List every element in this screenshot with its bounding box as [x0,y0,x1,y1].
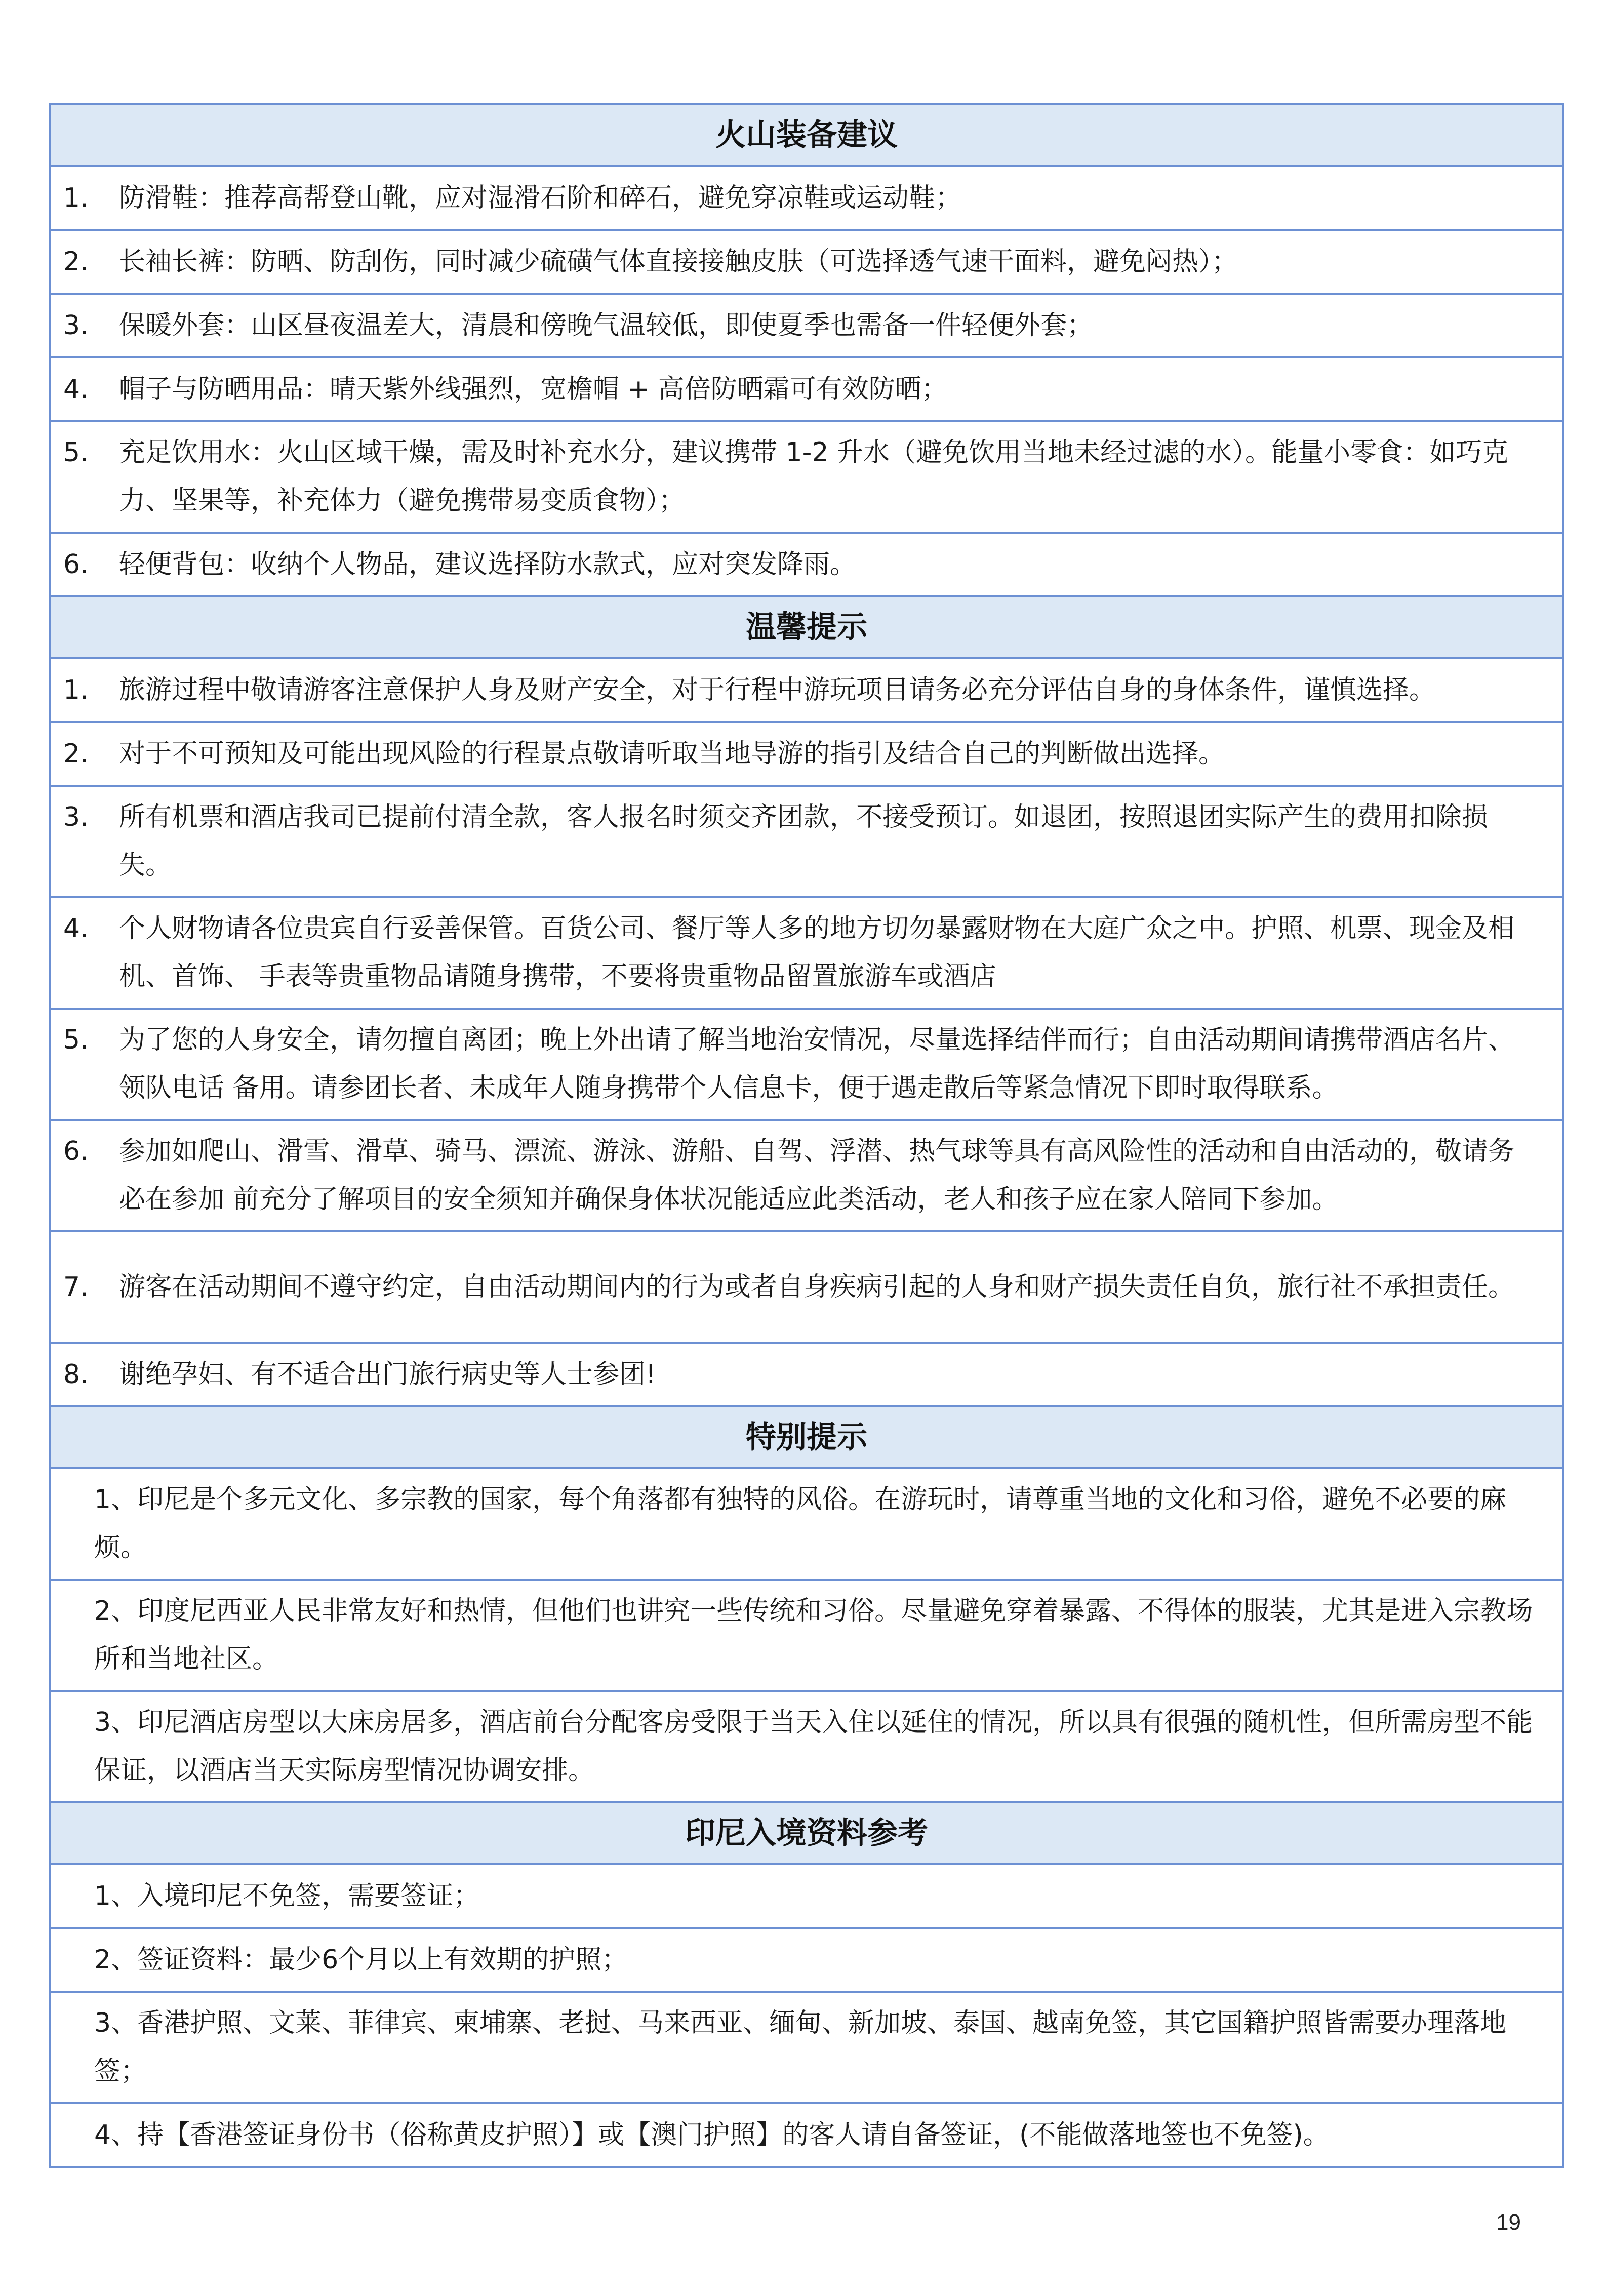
list-item [50,1580,1563,1691]
item-text: 2、签证资料：最少6个月以上有效期的护照； [50,1928,1563,1992]
list-item [50,658,1563,722]
item-text: 3、香港护照、文莱、菲律宾、柬埔寨、老挝、马来西亚、缅甸、新加坡、泰国、越南免签，其它国籍护照皆需要办理落地签； [50,1992,1563,2103]
item-text: 对于不可预知及可能出现风险的行程景点敬请听取当地导游的指引及结合自己的判断做出选择。 [119,738,1225,769]
list-item [50,722,1563,786]
section-header-special [50,1406,1563,1468]
item-number: 3. [63,310,89,341]
section-title-volcano: 火山装备建议 [50,104,1563,166]
list-item [50,166,1563,230]
item-text: 3、印尼酒店房型以大床房居多，酒店前台分配客房受限于当天入住以延住的情况，所以具有很强的随机性，但所需房型不能保证，以酒店当天实际房型情况协调安排。 [50,1691,1563,1802]
item-number: 2. [63,738,89,769]
item-text: 1、印尼是个多元文化、多宗教的国家，每个角落都有独特的风俗。在游玩时，请尊重当地的文化和习俗，避免不必要的麻烦。 [50,1468,1563,1580]
item-text: 1、入境印尼不免签，需要签证； [50,1864,1563,1928]
item-text: 谢绝孕妇、有不适合出门旅行病史等人士参团! [119,1359,656,1390]
list-item [50,1928,1563,1992]
section-title-special: 特别提示 [50,1406,1563,1468]
section-header-tips [50,596,1563,658]
item-text: 帽子与防晒用品：晴天紫外线强烈，宽檐帽 + 高倍防晒霜可有效防晒； [119,374,948,405]
item-text: 4、持【香港签证身份书（俗称黄皮护照）】或【澳门护照】的客人请自备签证，(不能做落地签也不免签)。 [50,2103,1563,2167]
list-item [50,533,1563,596]
item-text: 旅游过程中敬请游客注意保护人身及财产安全，对于行程中游玩项目请务必充分评估自身的身体条件，谨慎选择。 [119,674,1436,705]
list-item [50,1691,1563,1802]
list-item [50,1864,1563,1928]
item-number: 8. [63,1359,89,1390]
item-text: 充足饮用水：火山区域干燥，需及时补充水分，建议携带 1-2 升水（避免饮用当地未经过滤的水）。能量小零食：如巧克力、坚果等，补充体力（避免携带易变质食物）； [119,437,1508,516]
item-text: 2、印度尼西亚人民非常友好和热情，但他们也讲究一些传统和习俗。尽量避免穿着暴露、不得体的服装，尤其是进入宗教场所和当地社区。 [50,1580,1563,1691]
item-text: 游客在活动期间不遵守约定，自由活动期间内的行为或者自身疾病引起的人身和财产损失责任自负，旅行社不承担责任。 [119,1271,1515,1302]
list-item [50,421,1563,533]
item-text: 为了您的人身安全，请勿擅自离团；晚上外出请了解当地治安情况，尽量选择结伴而行；自由活动期间请携带酒店名片、领队电话 备用。请参团长者、未成年人随身携带个人信息卡，便于遇走散后等紧急情况下即时取得联系。 [119,1025,1515,1103]
list-item [50,1343,1563,1406]
item-number: 1. [63,182,89,213]
item-text: 轻便背包：收纳个人物品，建议选择防水款式，应对突发降雨。 [119,549,857,580]
item-number: 7. [63,1271,89,1302]
item-text: 保暖外套：山区昼夜温差大，清晨和傍晚气温较低，即使夏季也需备一件轻便外套； [119,310,1094,341]
item-number: 6. [63,1136,89,1166]
list-item [50,786,1563,897]
item-number: 1. [63,674,89,705]
list-item [50,230,1563,294]
section-header-entry [50,1802,1563,1864]
list-item [50,1468,1563,1580]
section-header-volcano [50,104,1563,166]
item-text: 防滑鞋：推荐高帮登山靴，应对湿滑石阶和碎石，避免穿凉鞋或运动鞋； [119,182,962,213]
item-number: 2. [63,246,89,277]
page-number: 19 [1496,2210,1521,2235]
travel-info-table [49,103,1564,2168]
item-number: 4. [63,374,89,405]
item-number: 6. [63,549,89,580]
section-title-tips: 温馨提示 [50,596,1563,658]
list-item [50,1992,1563,2103]
item-text: 个人财物请各位贵宾自行妥善保管。百货公司、餐厅等人多的地方切勿暴露财物在大庭广众之中。护照、机票、现金及相机、首饰、 手表等贵重物品请随身携带，不要将贵重物品留置旅游车或酒店 [119,913,1515,992]
list-item [50,2103,1563,2167]
item-number: 3. [63,802,89,832]
item-number: 4. [63,913,89,944]
list-item [50,294,1563,357]
list-item [50,1120,1563,1231]
item-text: 所有机票和酒店我司已提前付清全款，客人报名时须交齐团款，不接受预订。如退团，按照退团实际产生的费用扣除损失。 [119,802,1489,880]
item-number: 5. [63,437,89,468]
item-text: 参加如爬山、滑雪、滑草、骑马、漂流、游泳、游船、自驾、浮潜、热气球等具有高风险性的活动和自由活动的，敬请务必在参加 前充分了解项目的安全须知并确保身体状况能适应此类活动，老人和孩子应在家人陪同下参加。 [119,1136,1515,1215]
item-number: 5. [63,1025,89,1055]
list-item [50,1009,1563,1120]
list-item [50,357,1563,421]
list-item [50,1231,1563,1343]
section-title-entry: 印尼入境资料参考 [50,1802,1563,1864]
item-text: 长袖长裤：防晒、防刮伤，同时减少硫磺气体直接接触皮肤（可选择透气速干面料，避免闷热）； [119,246,1238,277]
list-item [50,897,1563,1009]
